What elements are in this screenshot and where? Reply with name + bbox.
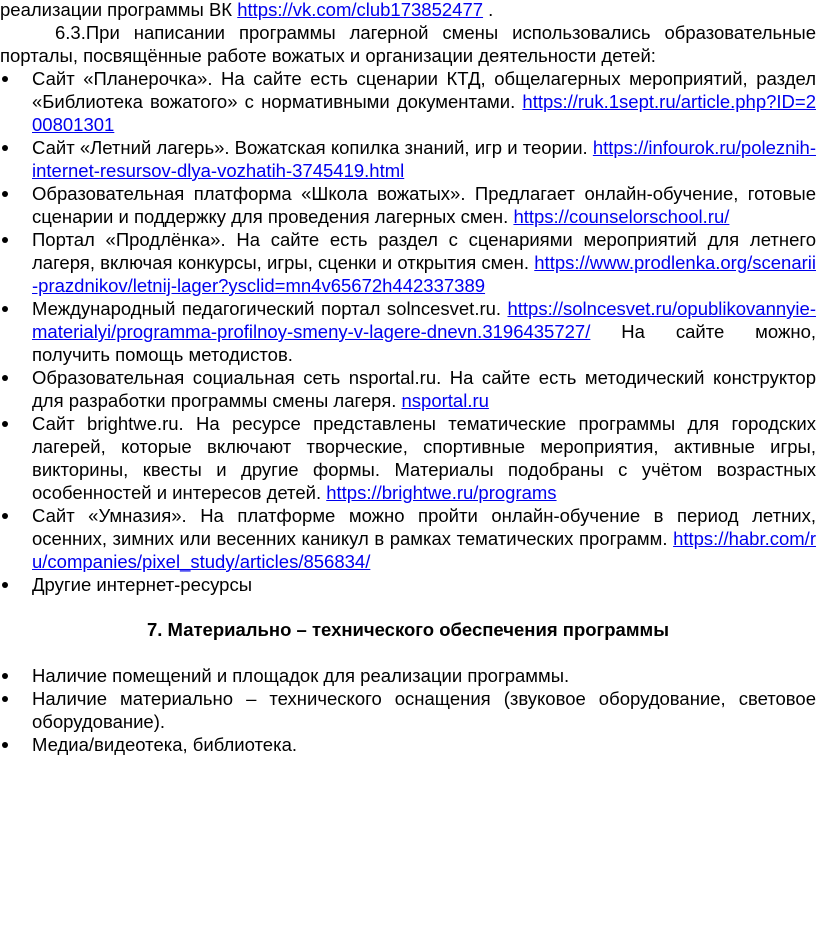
list-item-text: Портал «Продлёнка». На сайте есть раздел с сценариями мероприятий для летнего лагеря, включая конкурсы, игры, сценки и открытия смен. xyxy=(32,229,816,273)
resource-link[interactable]: https://counselorschool.ru/ xyxy=(513,206,730,227)
list-item xyxy=(0,366,816,412)
bullet-icon xyxy=(2,306,8,312)
bullet-icon xyxy=(2,375,8,381)
equipment-list xyxy=(0,664,816,756)
list-item-text: Сайт brightwe.ru. На ресурсе представлены тематические программы для городских лагерей, которые включают творческие, спортивные мероприятия, активные игры, викторины, квесты и другие формы. Материалы подобраны с учётом возрастных особенностей и интересов детей. xyxy=(32,413,816,503)
bullet-icon xyxy=(2,421,8,427)
list-item xyxy=(0,573,816,596)
resource-link[interactable]: https://www.prodlenka.org/scenarii-prazdnikov/letnij-lager?ysclid=mn4v65672h442337389 xyxy=(32,252,816,296)
list-item-text: Другие интернет-ресурсы xyxy=(32,574,252,595)
list-item-text: Образовательная социальная сеть nsportal.ru. На сайте есть методический конструктор для разработки программы смены лагеря. xyxy=(32,367,816,411)
list-item xyxy=(0,228,816,297)
list-item-text: Медиа/видеотека, библиотека. xyxy=(32,734,297,755)
vk-link[interactable]: https://vk.com/club173852477 xyxy=(237,0,484,20)
bullet-icon xyxy=(2,696,8,702)
list-item xyxy=(0,136,816,182)
resource-link[interactable]: https://habr.com/ru/companies/pixel_study/articles/856834/ xyxy=(32,528,816,572)
list-item xyxy=(0,182,816,228)
bullet-icon xyxy=(2,673,8,679)
list-item xyxy=(0,733,816,756)
resource-link[interactable]: https://ruk.1sept.ru/article.php?ID=200801301 xyxy=(32,91,816,135)
intro-text: реализации программы ВК xyxy=(0,0,233,20)
intro-paragraph: 6.3.При написании программы лагерной смены использовались образовательные порталы, посвящённые работе вожатых и организации деятельности детей: xyxy=(0,22,816,66)
list-item-text: Образовательная платформа «Школа вожатых». Предлагает онлайн-обучение, готовые сценарии и поддержку для проведения лагерных смен. xyxy=(32,183,816,227)
list-item-text: Сайт «Летний лагерь». Вожатская копилка знаний, игр и теории. xyxy=(32,137,588,158)
list-item-text: Сайт «Планерочка». На сайте есть сценарии КТД, общелагерных мероприятий, раздел «Библиотека вожатого» с нормативными документами. xyxy=(32,68,816,112)
resource-link[interactable]: https://infourok.ru/poleznih-internet-resursov-dlya-vozhatih-3745419.html xyxy=(32,137,816,181)
list-item xyxy=(0,687,816,733)
resource-list xyxy=(0,67,816,596)
list-item-text: Сайт «Умназия». На платформе можно пройти онлайн-обучение в период летних, осенних, зимних или весенних каникул в рамках тематических программ. xyxy=(32,505,816,549)
list-item-text: Наличие материально – технического оснащения (звуковое оборудование, световое оборудование). xyxy=(32,688,816,732)
resource-link[interactable]: https://solncesvet.ru/opublikovannyie-materialyi/programma-profilnoy-smeny-v-lagere-dnevn.3196435727/ xyxy=(32,298,816,342)
list-item-text: Наличие помещений и площадок для реализации программы. xyxy=(32,665,570,686)
bullet-icon xyxy=(2,513,8,519)
intro-end: . xyxy=(488,0,494,20)
list-item xyxy=(0,412,816,504)
list-item xyxy=(0,664,816,687)
bullet-icon xyxy=(2,742,8,748)
intro-line xyxy=(0,0,816,21)
bullet-icon xyxy=(2,145,8,151)
bullet-icon xyxy=(2,582,8,588)
resource-link[interactable]: https://brightwe.ru/programs xyxy=(326,482,557,503)
list-item xyxy=(0,67,816,136)
list-item-note: На сайте можно, получить помощь методистов. xyxy=(32,321,816,365)
bullet-icon xyxy=(2,237,8,243)
bullet-icon xyxy=(2,76,8,82)
section-heading: 7. Материально – технического обеспечения программы xyxy=(146,619,670,640)
list-item xyxy=(0,297,816,366)
list-item-text: Международный педагогический портал solncesvet.ru. xyxy=(32,298,502,319)
bullet-icon xyxy=(2,191,8,197)
resource-link[interactable]: nsportal.ru xyxy=(401,390,489,411)
list-item xyxy=(0,504,816,573)
